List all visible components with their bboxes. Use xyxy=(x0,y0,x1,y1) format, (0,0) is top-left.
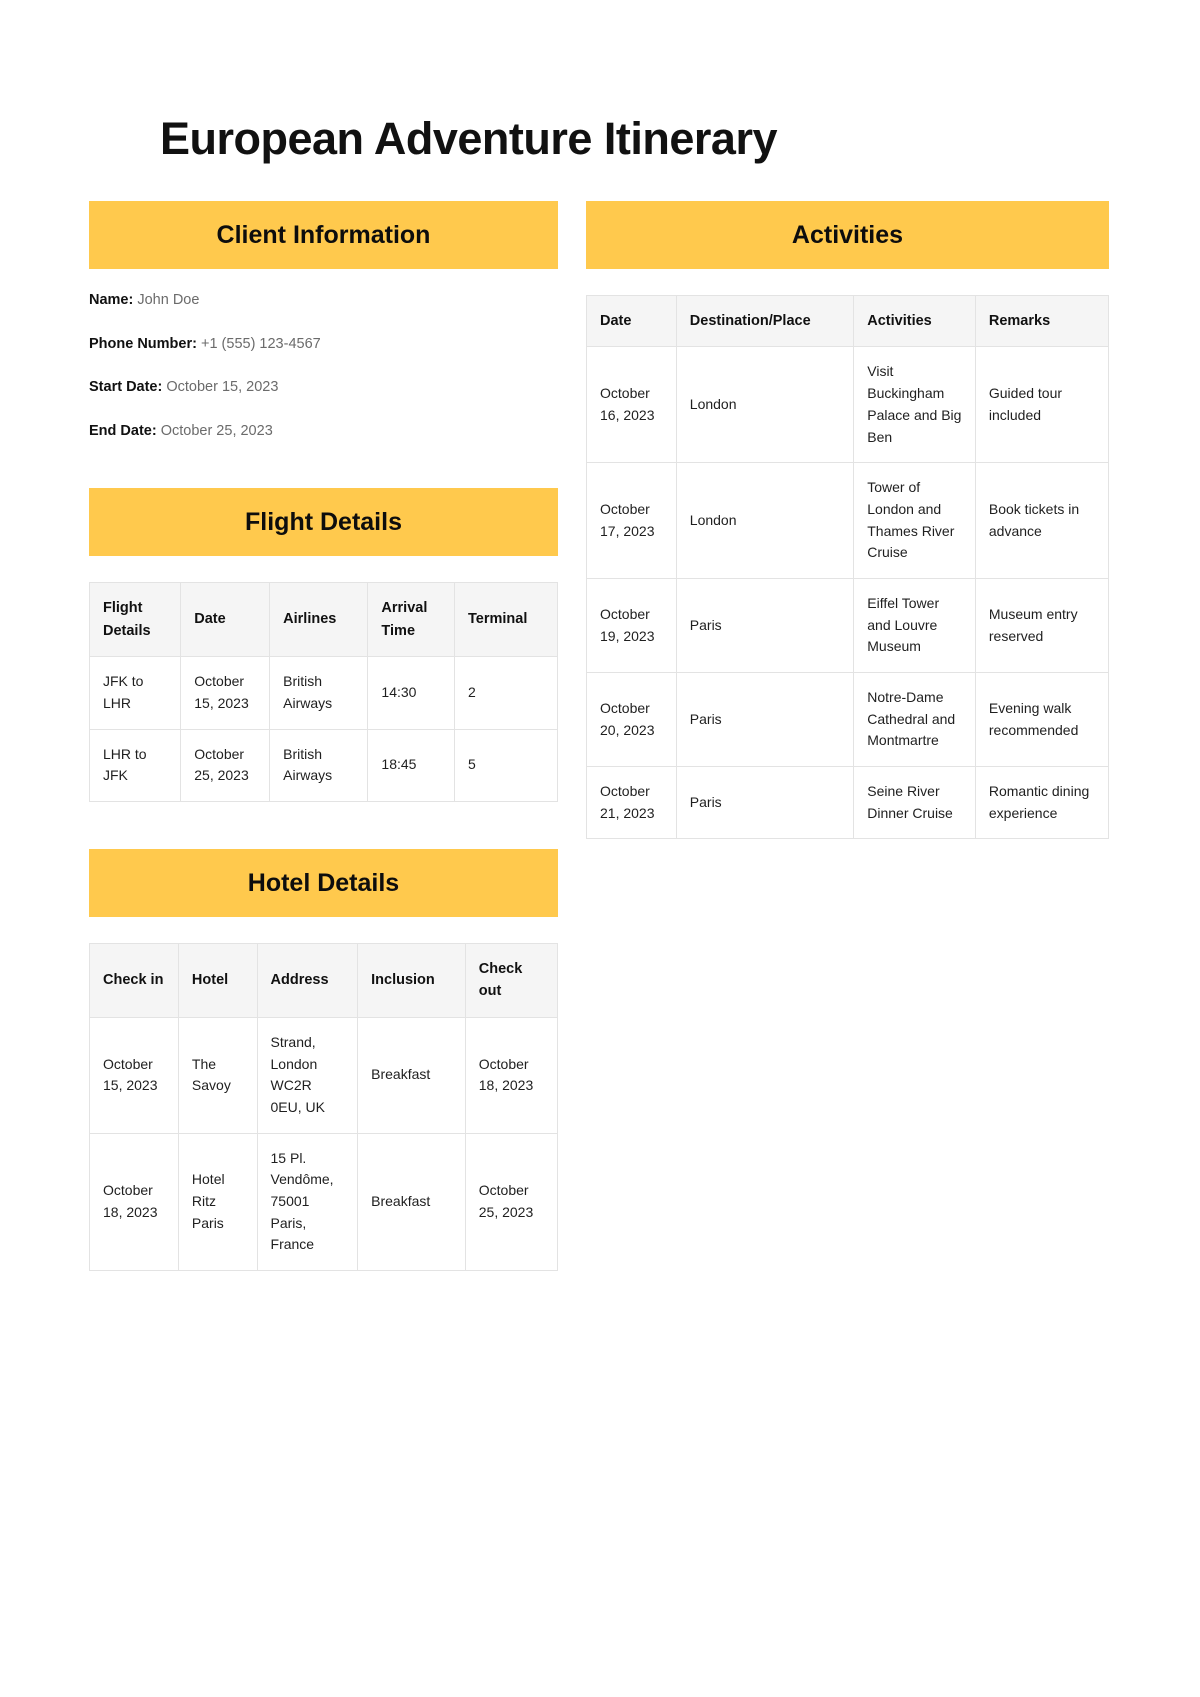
client-field-name-label: Name: xyxy=(89,292,134,308)
flight-details-table xyxy=(89,582,558,802)
cell-flight: JFK to LHR xyxy=(90,657,181,729)
column-header-activities: Activities xyxy=(854,296,976,347)
client-field-name-value: John Doe xyxy=(137,292,200,308)
cell-date: October 21, 2023 xyxy=(587,767,677,839)
hotel-details-table xyxy=(89,943,558,1271)
table-row xyxy=(587,463,1109,579)
client-field-start-date xyxy=(89,378,558,398)
cell-check-out: October 25, 2023 xyxy=(465,1133,557,1270)
cell-date: October 20, 2023 xyxy=(587,673,677,767)
cell-check-in: October 18, 2023 xyxy=(90,1133,179,1270)
cell-airline: British Airways xyxy=(270,729,368,801)
cell-hotel: The Savoy xyxy=(178,1017,257,1133)
cell-address: Strand, London WC2R 0EU, UK xyxy=(257,1017,358,1133)
cell-remarks: Evening walk recommended xyxy=(975,673,1108,767)
client-field-phone xyxy=(89,335,558,355)
cell-check-in: October 15, 2023 xyxy=(90,1017,179,1133)
cell-arrival-time: 14:30 xyxy=(368,657,455,729)
cell-date: October 19, 2023 xyxy=(587,578,677,672)
cell-destination: Paris xyxy=(676,767,853,839)
cell-inclusion: Breakfast xyxy=(358,1133,466,1270)
cell-date: October 25, 2023 xyxy=(181,729,270,801)
column-header-terminal: Terminal xyxy=(455,583,558,657)
left-column xyxy=(89,201,558,1271)
cell-hotel: Hotel Ritz Paris xyxy=(178,1133,257,1270)
cell-activity: Visit Buckingham Palace and Big Ben xyxy=(854,347,976,463)
cell-address: 15 Pl. Vendôme, 75001 Paris, France xyxy=(257,1133,358,1270)
table-header-row xyxy=(90,583,558,657)
cell-terminal: 2 xyxy=(455,657,558,729)
cell-date: October 17, 2023 xyxy=(587,463,677,579)
cell-activity: Seine River Dinner Cruise xyxy=(854,767,976,839)
column-header-date: Date xyxy=(181,583,270,657)
client-field-start-date-value: October 15, 2023 xyxy=(166,379,279,396)
table-row xyxy=(587,673,1109,767)
client-field-end-date xyxy=(89,422,558,442)
page-title: European Adventure Itinerary xyxy=(160,113,777,165)
client-field-phone-value: +1 (555) 123-4567 xyxy=(200,335,321,352)
cell-activity: Eiffel Tower and Louvre Museum xyxy=(854,578,976,672)
column-header-inclusion: Inclusion xyxy=(358,943,466,1017)
column-header-destination: Destination/Place xyxy=(676,296,853,347)
flight-details-table-wrapper xyxy=(89,582,558,802)
table-row xyxy=(587,347,1109,463)
cell-check-out: October 18, 2023 xyxy=(465,1017,557,1133)
table-row xyxy=(90,729,558,801)
activities-table-wrapper xyxy=(586,295,1109,839)
table-row xyxy=(90,657,558,729)
cell-flight: LHR to JFK xyxy=(90,729,181,801)
column-header-date: Date xyxy=(587,296,677,347)
cell-destination: Paris xyxy=(676,673,853,767)
column-header-hotel: Hotel xyxy=(178,943,257,1017)
section-header-activities: Activities xyxy=(586,201,1109,269)
column-header-remarks: Remarks xyxy=(975,296,1108,347)
table-row xyxy=(90,1133,558,1270)
column-header-airlines: Airlines xyxy=(270,583,368,657)
cell-activity: Tower of London and Thames River Cruise xyxy=(854,463,976,579)
cell-date: October 16, 2023 xyxy=(587,347,677,463)
cell-remarks: Museum entry reserved xyxy=(975,578,1108,672)
cell-destination: London xyxy=(676,347,853,463)
column-header-arrival-time: Arrival Time xyxy=(368,583,455,657)
table-row xyxy=(587,767,1109,839)
cell-arrival-time: 18:45 xyxy=(368,729,455,801)
hotel-details-table-wrapper xyxy=(89,943,558,1271)
column-header-check-in: Check in xyxy=(90,943,179,1017)
column-header-address: Address xyxy=(257,943,358,1017)
client-field-end-date-value: October 25, 2023 xyxy=(160,422,273,439)
cell-remarks: Book tickets in advance xyxy=(975,463,1108,579)
right-column xyxy=(586,201,1109,839)
cell-destination: London xyxy=(676,463,853,579)
column-header-flight-details: Flight Details xyxy=(90,583,181,657)
cell-remarks: Romantic dining experience xyxy=(975,767,1108,839)
section-header-flight-details: Flight Details xyxy=(89,488,558,556)
activities-table xyxy=(586,295,1109,839)
client-field-start-date-label: Start Date: xyxy=(89,379,163,396)
column-header-check-out: Check out xyxy=(465,943,557,1017)
cell-remarks: Guided tour included xyxy=(975,347,1108,463)
cell-activity: Notre-Dame Cathedral and Montmartre xyxy=(854,673,976,767)
cell-inclusion: Breakfast xyxy=(358,1017,466,1133)
cell-date: October 15, 2023 xyxy=(181,657,270,729)
section-header-client-information: Client Information xyxy=(89,201,558,269)
client-field-phone-label: Phone Number: xyxy=(89,335,197,352)
client-field-name xyxy=(89,291,558,311)
table-row xyxy=(587,578,1109,672)
client-field-end-date-label: End Date: xyxy=(89,422,157,439)
table-header-row xyxy=(90,943,558,1017)
cell-destination: Paris xyxy=(676,578,853,672)
table-header-row xyxy=(587,296,1109,347)
section-header-hotel-details: Hotel Details xyxy=(89,849,558,917)
table-row xyxy=(90,1017,558,1133)
client-information-list xyxy=(89,291,558,441)
cell-airline: British Airways xyxy=(270,657,368,729)
cell-terminal: 5 xyxy=(455,729,558,801)
